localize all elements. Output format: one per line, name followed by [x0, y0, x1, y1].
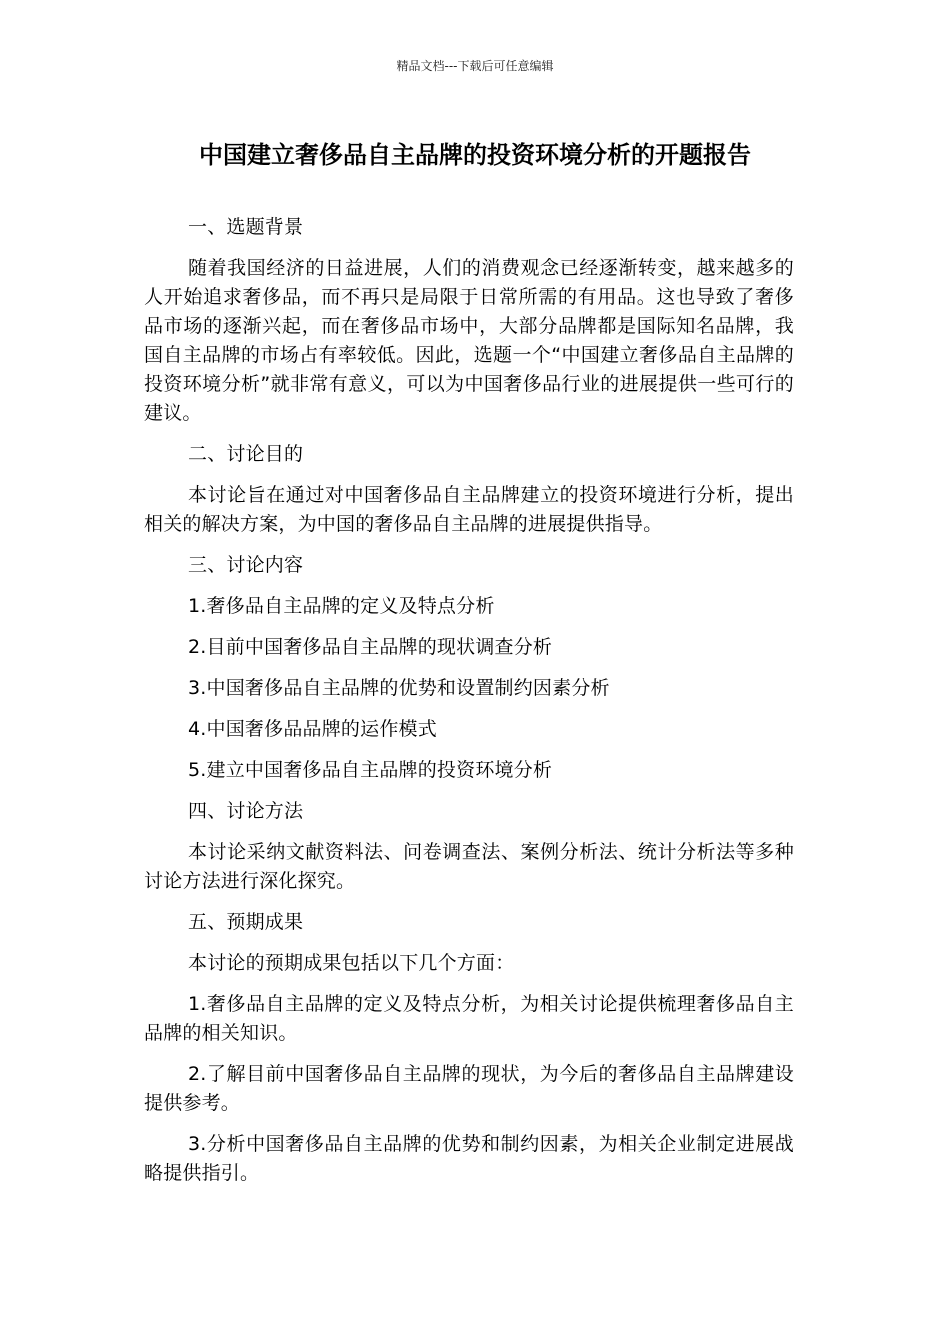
outcome-item: 3.分析中国奢侈品自主品牌的优势和制约因素，为相关企业制定进展战略提供指引。 [144, 1133, 794, 1184]
paragraph-outcomes-intro: 本讨论的预期成果包括以下几个方面： [188, 952, 515, 974]
section-heading-methods: 四、讨论方法 [188, 800, 304, 822]
paragraph-methods: 本讨论采纳文献资料法、问卷调查法、案例分析法、统计分析法等多种讨论方法进行深化探究。 [144, 841, 794, 892]
list-item: 3.中国奢侈品自主品牌的优势和设置制约因素分析 [188, 677, 610, 699]
document-title: 中国建立奢侈品自主品牌的投资环境分析的开题报告 [199, 141, 751, 169]
outcome-item: 1.奢侈品自主品牌的定义及特点分析，为相关讨论提供梳理奢侈品自主品牌的相关知识。 [144, 993, 794, 1044]
list-item: 5.建立中国奢侈品自主品牌的投资环境分析 [188, 759, 553, 781]
paragraph-background: 随着我国经济的日益进展，人们的消费观念已经逐渐转变，越来越多的人开始追求奢侈品，而不再只是局限于日常所需的有用品。这也导致了奢侈品市场的逐渐兴起，而在奢侈品市场中，大部分品牌都是国际知名品牌，我国自主品牌的市场占有率较低。因此，选题一个“中国建立奢侈品自主品牌的投资环境分析”就非常有意义，可以为中国奢侈品行业的进展提供一些可行的建议。 [144, 257, 794, 424]
section-heading-background: 一、选题背景 [188, 216, 304, 238]
document-body [144, 213, 794, 1200]
list-item: 1.奢侈品自主品牌的定义及特点分析 [188, 595, 495, 617]
outcome-item: 2.了解目前中国奢侈品自主品牌的现状，为今后的奢侈品自主品牌建设提供参考。 [144, 1063, 794, 1114]
paragraph-purpose: 本讨论旨在通过对中国奢侈品自主品牌建立的投资环境进行分析，提出相关的解决方案，为中国的奢侈品自主品牌的进展提供指导。 [144, 484, 794, 535]
section-heading-purpose: 二、讨论目的 [188, 443, 304, 465]
section-heading-outcomes: 五、预期成果 [188, 911, 304, 933]
section-heading-content: 三、讨论内容 [188, 554, 304, 576]
page-header: 精品文档---下载后可任意编辑 [396, 59, 554, 73]
list-item: 4.中国奢侈品品牌的运作模式 [188, 718, 437, 740]
list-item: 2.目前中国奢侈品自主品牌的现状调查分析 [188, 636, 553, 658]
